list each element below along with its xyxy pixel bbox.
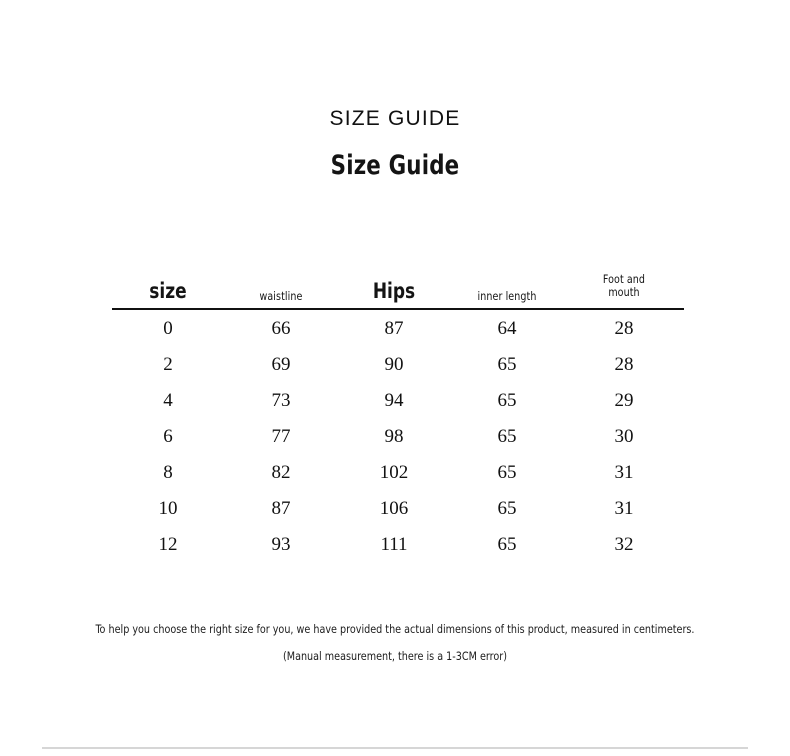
cell-inner-length: 65 (497, 533, 517, 555)
column-header-inner-length (450, 258, 564, 309)
cell-inner-length: 65 (497, 389, 517, 411)
cell-hips: 90 (384, 353, 404, 375)
page-eyebrow-title: SIZE GUIDE (329, 107, 461, 130)
column-header-size-label: size (149, 278, 187, 303)
table-body (112, 309, 684, 562)
cell-waistline: 77 (271, 425, 291, 447)
table-header (112, 258, 684, 309)
cell-inner-length: 65 (497, 353, 517, 375)
column-header-inner-length-label: inner length (477, 288, 537, 303)
cell-size: 6 (163, 425, 173, 447)
cell-foot-and-mouth: 28 (614, 353, 634, 375)
cell-inner-length: 64 (497, 317, 517, 339)
cell-foot-and-mouth: 29 (614, 389, 634, 411)
footnote-measurement-note: To help you choose the right size for you, we have provided the actual dimensions of this product, measured in centimeters. (95, 622, 695, 636)
cell-waistline: 66 (271, 317, 291, 339)
cell-size: 10 (158, 497, 178, 519)
cell-foot-and-mouth: 31 (614, 461, 634, 483)
cell-waistline: 73 (271, 389, 291, 411)
cell-inner-length: 65 (497, 461, 517, 483)
table-row (112, 382, 684, 418)
cell-size: 4 (163, 389, 173, 411)
cell-hips: 98 (384, 425, 404, 447)
table-header-row (112, 258, 684, 309)
table-row (112, 526, 684, 562)
table-row (112, 490, 684, 526)
cell-waistline: 87 (271, 497, 291, 519)
cell-size: 0 (163, 317, 173, 339)
cell-size: 12 (158, 533, 178, 555)
cell-waistline: 93 (271, 533, 291, 555)
column-header-hips-label: Hips (372, 278, 416, 303)
bottom-divider (42, 747, 748, 749)
cell-inner-length: 65 (497, 497, 517, 519)
table-row (112, 418, 684, 454)
column-header-waistline (224, 258, 338, 309)
cell-foot-and-mouth: 30 (614, 425, 634, 447)
footnote-block (0, 624, 790, 662)
cell-inner-length: 65 (497, 425, 517, 447)
cell-hips: 102 (379, 461, 409, 483)
cell-hips: 94 (384, 389, 404, 411)
cell-foot-and-mouth: 28 (614, 317, 634, 339)
cell-hips: 111 (380, 533, 408, 555)
column-header-foot-and-mouth-label-line1: Foot and (602, 271, 646, 286)
table-row (112, 346, 684, 382)
cell-size: 8 (163, 461, 173, 483)
footnote-error-margin-note: (Manual measurement, there is a 1-3CM error) (283, 648, 507, 663)
cell-size: 2 (163, 353, 173, 375)
column-header-size (112, 258, 224, 309)
cell-foot-and-mouth: 32 (614, 533, 634, 555)
column-header-hips (338, 258, 450, 309)
cell-hips: 106 (379, 497, 409, 519)
cell-foot-and-mouth: 31 (614, 497, 634, 519)
table-row (112, 454, 684, 490)
cell-hips: 87 (384, 317, 404, 339)
cell-waistline: 82 (271, 461, 291, 483)
page-title: Size Guide (330, 150, 460, 181)
column-header-foot-and-mouth-label-line2: mouth (608, 284, 640, 299)
size-guide-table (112, 258, 684, 562)
column-header-waistline-label: waistline (259, 288, 303, 303)
column-header-foot-and-mouth (564, 258, 684, 309)
table-row (112, 309, 684, 346)
cell-waistline: 69 (271, 353, 291, 375)
